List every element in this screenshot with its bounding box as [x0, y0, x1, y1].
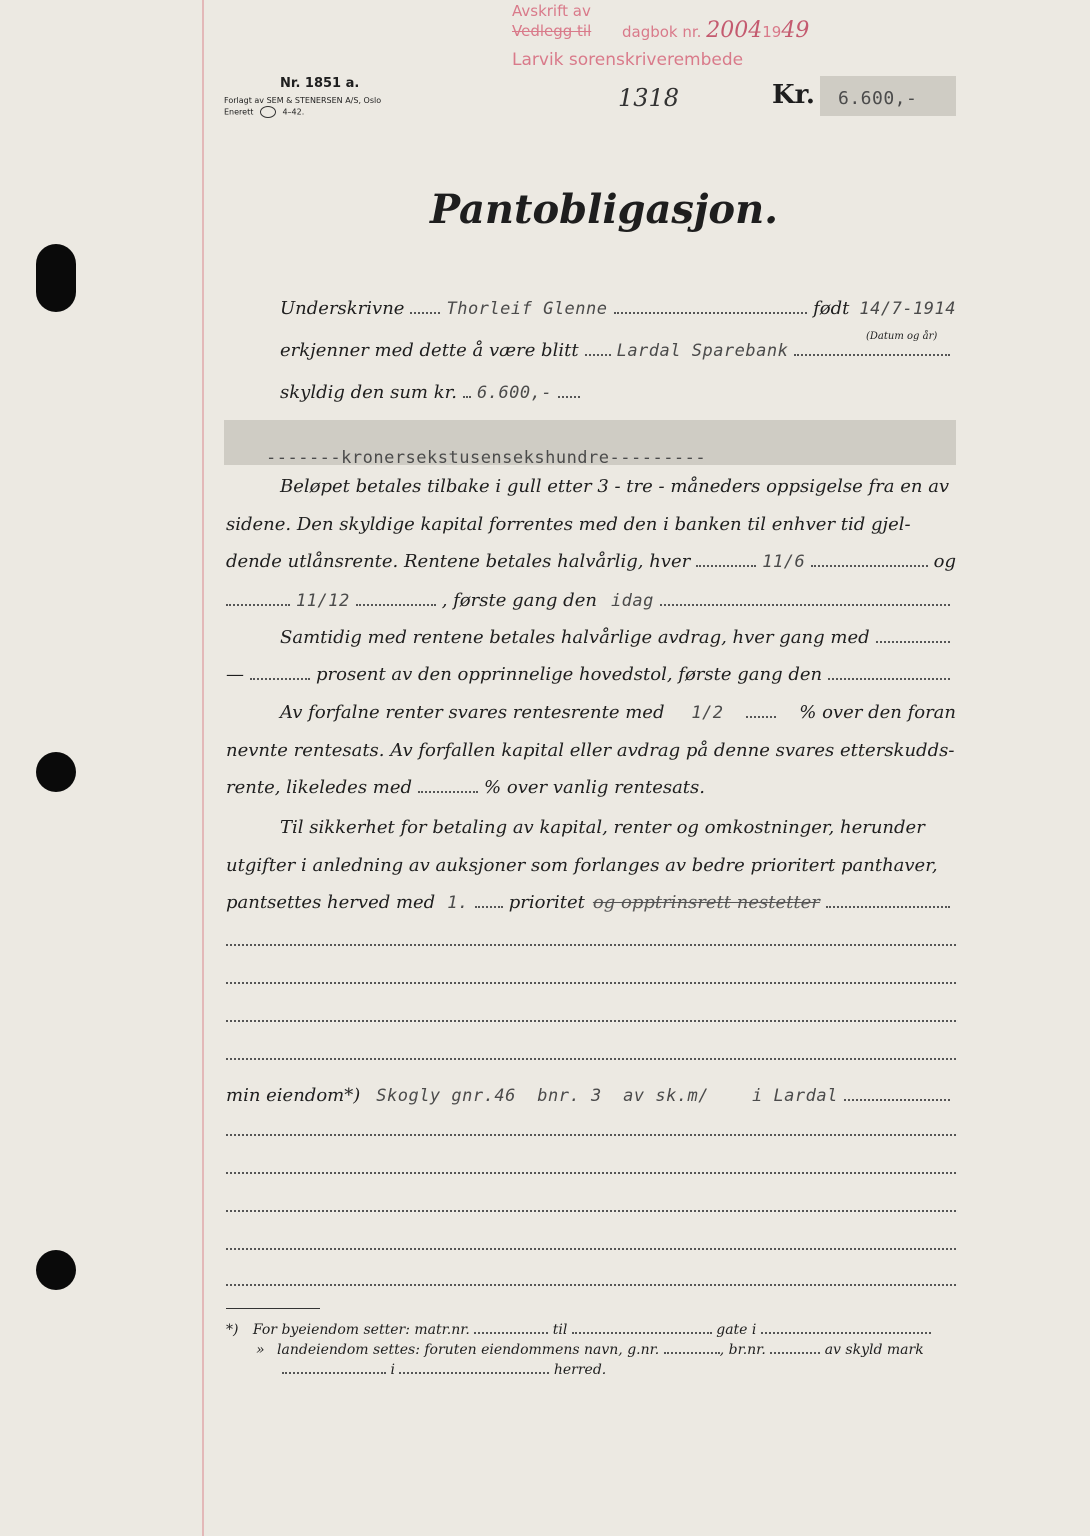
body-text: — — [226, 664, 244, 685]
body-line — [226, 627, 956, 657]
creditor-line — [226, 340, 956, 370]
interest-date-2: 11/12 — [296, 591, 350, 611]
stamp-office-text: Larvik sorenskriverembede — [512, 50, 744, 70]
struck-text: og opptrinsrett nestetter — [592, 892, 820, 913]
body-line — [226, 551, 956, 581]
footnote-text: til — [552, 1322, 568, 1338]
footnote-mark: *) — [226, 1322, 239, 1338]
penalty-rate: 1/2 — [691, 703, 724, 723]
stamp-dagbok-nr: 2004 — [706, 18, 763, 43]
stamp-year-prefix: 19 — [762, 23, 782, 41]
body-line — [226, 664, 956, 694]
blank-dotted-line — [226, 944, 956, 946]
body-line — [226, 817, 956, 847]
body-text: prioritet — [508, 892, 585, 913]
form-publisher — [224, 96, 381, 118]
body-text: sidene. Den skyldige kapital forrentes med den i banken til enhver tid gjel- — [226, 514, 911, 535]
amount-words-band — [224, 420, 956, 468]
footnote-text: herred. — [553, 1362, 607, 1378]
body-text: utgifter i anledning av auksjoner som forlanges av bedre prioritert panthaver, — [226, 855, 938, 876]
body-text: Samtidig med rentene betales halvårlige avdrag, hver gang med — [280, 627, 870, 648]
body-text: dende utlånsrente. Rentene betales halvårlig, hver — [226, 551, 691, 572]
amount-value: 6.600,- — [838, 88, 918, 109]
footnote-text: gate i — [716, 1322, 757, 1338]
signer-name: Thorleif Glenne — [446, 299, 608, 319]
blank-dotted-line — [226, 1248, 956, 1250]
signer-line — [226, 298, 956, 328]
body-text: Beløpet betales tilbake i gull etter 3 - tre - måneders oppsigelse fra en av — [280, 476, 950, 497]
born-label: født — [813, 298, 850, 319]
priority-number: 1. — [447, 893, 469, 913]
body-text: % over den foran — [799, 702, 956, 723]
footnote-text: , br.nr. — [719, 1342, 766, 1358]
amount-label: Kr. — [772, 80, 815, 110]
body-text: og — [933, 551, 956, 572]
amount-words: -------kronersekstusensekshundre--------- — [266, 448, 707, 468]
signer-label: Underskrivne — [280, 298, 405, 319]
blank-dotted-line — [226, 1134, 956, 1136]
body-line — [226, 702, 956, 732]
body-text: rente, likeledes med — [226, 777, 413, 798]
stamp-vedlegg-text: Vedlegg til — [512, 22, 592, 40]
body-line — [226, 855, 956, 885]
folio-number: 1318 — [618, 84, 680, 112]
body-text: Av forfalne renter svares rentesrente med — [280, 702, 665, 723]
blank-dotted-line — [226, 1210, 956, 1212]
stamp-dagbok — [622, 18, 809, 43]
form-enerett: Enerett — [224, 107, 254, 117]
body-text: pantsettes herved med — [226, 892, 436, 913]
body-line — [226, 777, 786, 807]
blank-dotted-line — [226, 1020, 956, 1022]
body-text: nevnte rentesats. Av forfallen kapital eller avdrag på denne svares etterskudds- — [226, 740, 955, 761]
first-date: idag — [610, 591, 654, 611]
amount-box — [820, 76, 956, 116]
stamp-office — [512, 50, 743, 70]
sum-label: skyldig den sum kr. — [280, 382, 457, 403]
document-title: Pantobligasjon. — [430, 186, 779, 233]
body-text: % over vanlig rentesats. — [484, 777, 706, 798]
creditor-name: Lardal Sparebank — [616, 341, 789, 361]
footnote-line-1 — [226, 1322, 931, 1338]
stamp-vedlegg — [512, 22, 591, 40]
property-label: min eiendom*) — [226, 1085, 361, 1106]
stamp-dagbok-label: dagbok nr. — [622, 23, 702, 41]
property-line — [226, 1085, 956, 1115]
footnote-line-3 — [226, 1362, 606, 1378]
form-publisher-text: Forlagt av SEM & STENERSEN A/S, Oslo — [224, 96, 382, 105]
footnote-text: For byeiendom setter: matr.nr. — [252, 1322, 470, 1338]
footnote-text: av skyld mark — [824, 1342, 924, 1358]
date-note: (Datum og år) — [866, 331, 938, 342]
interest-date-1: 11/6 — [762, 552, 806, 572]
body-line — [226, 892, 956, 922]
publisher-logo-icon — [260, 106, 276, 118]
margin-rule — [202, 0, 204, 1536]
punch-hole — [36, 1250, 76, 1290]
creditor-label: erkjenner med dette å være blitt — [280, 340, 579, 361]
footnote-separator — [226, 1308, 320, 1309]
sum-value: 6.600,- — [476, 383, 553, 403]
stamp-year: 49 — [781, 18, 810, 43]
blank-dotted-line — [226, 1058, 956, 1060]
born-date: 14/7-1914 — [859, 299, 956, 319]
body-text: , første gang den — [441, 590, 597, 611]
property-value: Skogly gnr.46 bnr. 3 av sk.m/ i Lardal — [376, 1086, 838, 1106]
punch-hole — [36, 244, 76, 312]
blank-dotted-line — [226, 1284, 956, 1286]
blank-dotted-line — [226, 1172, 956, 1174]
body-text: Til sikkerhet for betaling av kapital, renter og omkostninger, herunder — [280, 817, 925, 838]
body-line — [226, 740, 956, 770]
blank-dotted-line — [226, 982, 956, 984]
body-line — [226, 514, 956, 544]
body-line — [226, 476, 956, 506]
footnote-text: » — [256, 1342, 265, 1358]
body-text: prosent av den opprinnelige hovedstol, første gang den — [316, 664, 823, 685]
form-number: Nr. 1851 a. — [280, 76, 360, 91]
stamp-avskrift-text: Avskrift av — [512, 2, 591, 20]
footnote-line-2 — [226, 1342, 924, 1358]
footnote-text: landeiendom settes: foruten eiendommens navn, g.nr. — [277, 1342, 660, 1358]
sum-line — [226, 382, 586, 412]
footnote-text: i — [390, 1362, 395, 1378]
body-line — [226, 590, 956, 620]
punch-hole — [36, 752, 76, 792]
form-date-code: 4–42. — [282, 107, 305, 117]
stamp-avskrift — [512, 2, 591, 20]
